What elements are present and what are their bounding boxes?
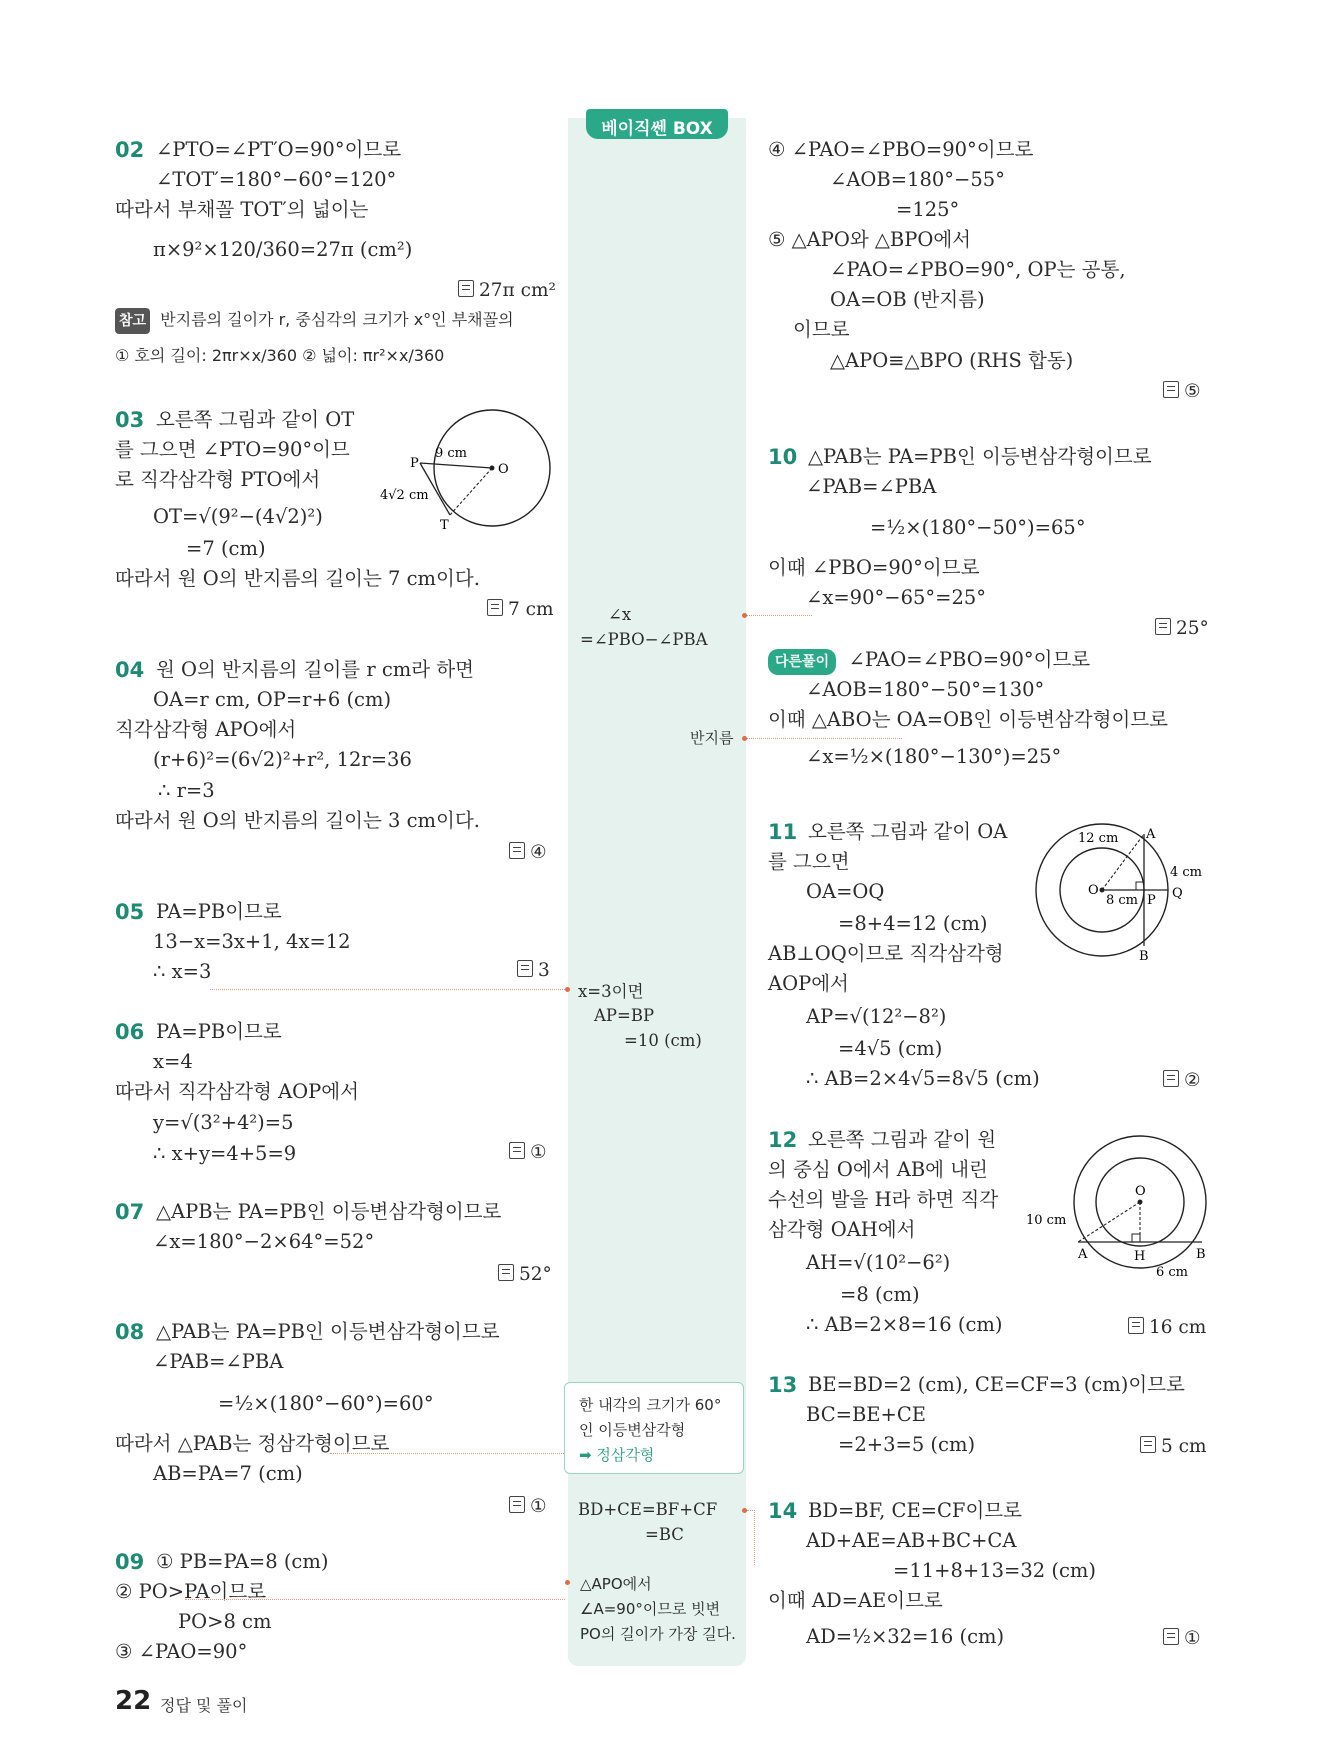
answer-icon [1163, 1070, 1179, 1087]
answer-icon [487, 599, 503, 616]
solution-line: ∠AOB=180°−55° [830, 168, 1005, 191]
problem-number: 13 [768, 1373, 798, 1397]
answer-icon [498, 1264, 514, 1281]
answer-value: 7 cm [508, 599, 554, 620]
solution-line: OA=OQ [806, 880, 885, 903]
answer-value: 3 [538, 960, 550, 981]
fig-label: O [498, 462, 509, 477]
solution-line: 삼각형 OAH에서 [768, 1218, 916, 1241]
note-line: 반지름의 길이가 r, 중심각의 크기가 x°인 부채꼴의 [160, 310, 514, 329]
solution-line: ∠x=180°−2×64°=52° [153, 1230, 375, 1253]
problem-number: 14 [768, 1499, 798, 1523]
box-tip-card [564, 1382, 744, 1474]
solution-line: 로 직각삼각형 PTO에서 [115, 468, 321, 491]
solution-line: ∠x=½×(180°−130°)=25° [806, 745, 1062, 768]
box-note-line: △APO에서 [580, 1575, 652, 1593]
figure-12-concentric-chord [1020, 1130, 1215, 1285]
answer-mark [1163, 1628, 1201, 1649]
link-line [747, 1510, 755, 1511]
answer-icon [509, 1142, 525, 1159]
solution-line: 이므로 [793, 318, 850, 341]
problem-number: 08 [115, 1320, 145, 1344]
solution-line: ∴ AB=2×4√5=8√5 (cm) [806, 1067, 1040, 1090]
problem-number: 07 [115, 1200, 145, 1224]
solution-line: ∴ AB=2×8=16 (cm) [806, 1313, 1003, 1336]
box-note-line: ∠A=90°이므로 빗변 [580, 1600, 721, 1618]
fig-label: Q [1172, 886, 1183, 901]
link-line [754, 1510, 755, 1565]
answer-value: ⑤ [1184, 381, 1201, 402]
solution-line: 원 O의 반지름의 길이를 r cm라 하면 [156, 658, 474, 681]
solution-line: 의 중심 O에서 AB에 내린 [768, 1158, 988, 1181]
fig-label: P [1147, 893, 1156, 908]
solution-line: =½×(180°−50°)=65° [870, 516, 1086, 539]
solution-line: BD=BF, CE=CF이므로 [808, 1499, 1022, 1522]
fig-label: A [1146, 827, 1156, 842]
solution-line: ∠AOB=180°−50°=130° [806, 678, 1045, 701]
solution-line: PA=PB이므로 [156, 900, 282, 923]
problem-number: 04 [115, 658, 145, 682]
answer-mark [509, 842, 547, 863]
solution-line: =2+3=5 (cm) [838, 1433, 976, 1456]
note [115, 308, 514, 334]
answer-value: 16 cm [1149, 1317, 1207, 1338]
box-note-line: 한 내각의 크기가 60° [579, 1396, 722, 1414]
problem-number: 12 [768, 1128, 798, 1152]
answer-mark [498, 1264, 552, 1285]
solution-line: △APB는 PA=PB인 이등변삼각형이므로 [156, 1200, 502, 1223]
answer-value: 27π cm² [479, 280, 556, 301]
answer-mark [517, 960, 550, 981]
solution-line: 이때 AD=AE이므로 [768, 1589, 943, 1612]
answer-value: ② [1184, 1070, 1201, 1091]
problem-number: 11 [768, 820, 798, 844]
fig-label: O [1135, 1184, 1146, 1199]
note-tag: 참고 [115, 308, 150, 334]
solution-line: ∠PAO=∠PBO=90°이므로 [848, 648, 1091, 671]
solution-line: x=4 [153, 1050, 193, 1073]
solution-formula: OT=√(9²−(4√2)²) [153, 505, 323, 528]
solution-line: 직각삼각형 APO에서 [115, 718, 297, 741]
solution-line: (r+6)²=(6√2)²+r², 12r=36 [153, 748, 412, 771]
answer-icon [1155, 618, 1171, 635]
solution-line: 13−x=3x+1, 4x=12 [153, 930, 351, 953]
solution-formula: π×9²×120/360=27π (cm²) [153, 238, 413, 261]
page-footer-label: 정답 및 풀이 [160, 1696, 248, 1715]
solution-line: 따라서 직각삼각형 AOP에서 [115, 1080, 359, 1103]
fig-label: 6 cm [1156, 1265, 1189, 1280]
solution-line: ∴ x=3 [153, 960, 212, 983]
solution-line: OA=OB (반지름) [830, 288, 985, 311]
figure-11-concentric-circles [1030, 820, 1205, 970]
answer-value: ① [530, 1142, 547, 1163]
solution-line: 를 그으면 [768, 850, 850, 873]
solution-line: 따라서 부채꼴 TOT′의 넓이는 [115, 198, 369, 221]
page-number: 22 [115, 1686, 152, 1716]
answer-mark [509, 1142, 547, 1163]
solution-line: =4√5 (cm) [838, 1037, 943, 1060]
answer-icon [1163, 381, 1179, 398]
answer-icon [517, 960, 533, 977]
answer-mark [1163, 381, 1201, 402]
alt-solution [768, 648, 1090, 675]
solution-line: AB⊥OQ이므로 직각삼각형 [768, 942, 1004, 965]
problem-number: 02 [115, 138, 145, 162]
solution-line: =7 (cm) [186, 537, 266, 560]
answer-mark [1140, 1436, 1207, 1457]
answer-icon [1163, 1628, 1179, 1645]
link-dot [565, 1580, 570, 1585]
link-line [330, 1453, 564, 1454]
solution-line: 따라서 원 O의 반지름의 길이는 7 cm이다. [115, 567, 480, 590]
solution-line: ∠PAB=∠PBA [806, 475, 937, 498]
solution-line: =8+4=12 (cm) [838, 912, 988, 935]
solution-line: ∠PAB=∠PBA [153, 1350, 284, 1373]
fig-label: B [1139, 949, 1149, 964]
basic-box-title-tab [568, 109, 746, 141]
answer-value: ① [1184, 1628, 1201, 1649]
fig-label: 9 cm [435, 446, 468, 461]
solution-line: △PAB는 PA=PB인 이등변삼각형이므로 [156, 1320, 500, 1343]
box-note-line: 반지름 [690, 729, 734, 747]
basic-box-title: 베이직쎈 BOX [601, 119, 713, 139]
solution-line: ∠x=90°−65°=25° [806, 586, 987, 609]
problem-number: 05 [115, 900, 145, 924]
link-dot [565, 987, 570, 992]
box-note-line: x=3이면 [578, 982, 644, 1001]
problem-number: 09 [115, 1550, 145, 1574]
solution-line: ③ ∠PAO=90° [115, 1640, 248, 1663]
alt-solution-tag: 다른풀이 [768, 649, 836, 675]
answer-icon [458, 280, 474, 297]
solution-line: 오른쪽 그림과 같이 OA [808, 820, 1008, 843]
fig-label: 10 cm [1026, 1213, 1067, 1228]
answer-mark [1128, 1317, 1206, 1338]
solution-line: 오른쪽 그림과 같이 원 [808, 1128, 997, 1151]
box-note-line: AP=BP [594, 1006, 655, 1025]
solution-line: △APO≡△BPO (RHS 합동) [830, 349, 1074, 372]
solution-line: BC=BE+CE [806, 1403, 927, 1426]
solution-line: 오른쪽 그림과 같이 OT [156, 408, 355, 431]
solution-line: =8 (cm) [840, 1283, 920, 1306]
problem-number: 06 [115, 1020, 145, 1044]
solution-line: ② PO>PA이므로 [115, 1580, 267, 1603]
answer-value: ① [530, 1496, 547, 1517]
answer-mark [509, 1496, 547, 1517]
box-note-line: BD+CE=BF+CF [578, 1500, 718, 1519]
answer-mark [1163, 1070, 1201, 1091]
solution-line: △PAB는 PA=PB인 이등변삼각형이므로 [808, 445, 1152, 468]
answer-value: 5 cm [1161, 1436, 1207, 1457]
solution-line: ∠TOT′=180°−60°=120° [156, 168, 397, 191]
solution-line: 이때 ∠PBO=90°이므로 [768, 556, 980, 579]
solution-line: PA=PB이므로 [156, 1020, 282, 1043]
solution-line: ∴ r=3 [158, 779, 215, 802]
figure-03-circle-tangent [380, 405, 560, 535]
fig-label: 8 cm [1106, 893, 1139, 908]
answer-icon [509, 842, 525, 859]
solution-line: y=√(3²+4²)=5 [153, 1111, 294, 1134]
box-note-line: 인 이등변삼각형 [579, 1421, 686, 1439]
solution-line: AH=√(10²−6²) [806, 1251, 951, 1274]
solution-line: AB=PA=7 (cm) [153, 1462, 303, 1485]
solution-line: ∠PAO=∠PBO=90°, OP는 공통, [830, 258, 1126, 281]
solution-line: =11+8+13=32 (cm) [893, 1559, 1097, 1582]
fig-label: A [1078, 1247, 1088, 1262]
link-line [210, 989, 565, 990]
solution-line: OA=r cm, OP=r+6 (cm) [153, 688, 392, 711]
fig-label: 4 cm [1170, 865, 1203, 880]
link-line [747, 615, 812, 616]
answer-icon [1128, 1317, 1144, 1334]
link-line [747, 738, 902, 739]
answer-icon [1140, 1436, 1156, 1453]
box-note-line: PO의 길이가 가장 길다. [580, 1625, 736, 1643]
link-line [185, 1599, 565, 1600]
solution-line: =125° [896, 198, 960, 221]
box-note-line: ➡ 정삼각형 [579, 1446, 655, 1464]
fig-label: B [1196, 1247, 1206, 1262]
answer-value: 52° [519, 1264, 552, 1285]
solution-line: AP=√(12²−8²) [806, 1005, 947, 1028]
fig-label: O [1088, 883, 1099, 898]
solution-line: PO>8 cm [178, 1610, 272, 1633]
solution-line: AOP에서 [768, 972, 849, 995]
box-note-line: =BC [645, 1525, 684, 1544]
solution-line: =½×(180°−60°)=60° [218, 1392, 434, 1415]
box-note-line: =∠PBO−∠PBA [580, 630, 708, 649]
solution-line: ⑤ △APO와 △BPO에서 [768, 228, 972, 251]
solution-line: 따라서 원 O의 반지름의 길이는 3 cm이다. [115, 809, 480, 832]
answer-value: ④ [530, 842, 547, 863]
fig-label: T [440, 518, 449, 533]
solution-line: ④ ∠PAO=∠PBO=90°이므로 [768, 138, 1034, 161]
problem-number: 10 [768, 445, 798, 469]
solution-line: 수선의 발을 H라 하면 직각 [768, 1188, 999, 1211]
problem-number: 03 [115, 408, 145, 432]
solution-line: 이때 △ABO는 OA=OB인 이등변삼각형이므로 [768, 708, 1168, 731]
answer-icon [509, 1496, 525, 1513]
answer-mark [458, 280, 556, 301]
solution-line: 따라서 △PAB는 정삼각형이므로 [115, 1432, 390, 1455]
box-note-line: =10 (cm) [624, 1031, 702, 1050]
answer-mark [487, 599, 554, 620]
fig-label: P [410, 456, 419, 471]
solution-line: ① PB=PA=8 (cm) [156, 1550, 329, 1573]
fig-label: 12 cm [1078, 831, 1119, 846]
fig-label: H [1134, 1249, 1146, 1264]
solution-line: BE=BD=2 (cm), CE=CF=3 (cm)이므로 [808, 1373, 1185, 1396]
answer-mark [1155, 618, 1209, 639]
box-note-line: ∠x [608, 605, 632, 624]
solution-line: ∴ x+y=4+5=9 [153, 1142, 297, 1165]
note-line: ① 호의 길이: 2πr×x/360 ② 넓이: πr²×x/360 [115, 346, 445, 365]
solution-line: AD+AE=AB+BC+CA [806, 1529, 1017, 1552]
solution-line: 를 그으면 ∠PTO=90°이므 [115, 438, 350, 461]
solution-line: AD=½×32=16 (cm) [806, 1625, 1005, 1648]
fig-label: 4√2 cm [380, 488, 429, 503]
answer-value: 25° [1176, 618, 1209, 639]
solution-line: ∠PTO=∠PT′O=90°이므로 [156, 138, 402, 161]
